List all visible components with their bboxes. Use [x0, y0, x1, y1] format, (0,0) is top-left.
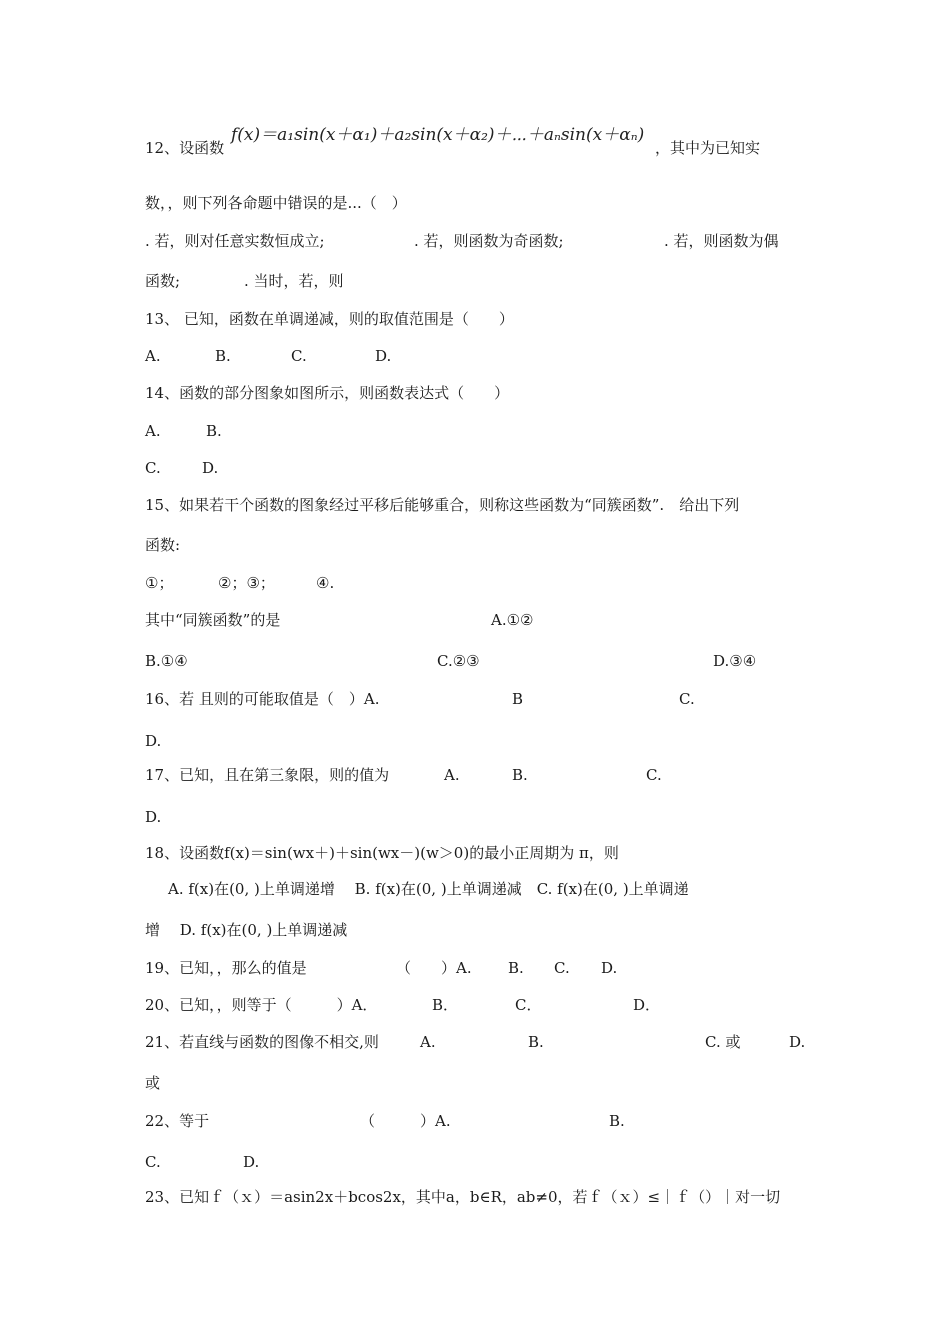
q21-option-a: A. — [420, 1033, 436, 1051]
q21-stem: 21、若直线与函数的图像不相交,则 — [145, 1033, 379, 1051]
q15-question: 其中“同簇函数”的是 — [145, 611, 281, 629]
q14-stem: 14、函数的部分图象如图所示，则函数表达式（ ） — [145, 384, 510, 402]
q12-option-2: . 若，则函数为奇函数; — [414, 232, 564, 250]
q20-option-b: B． — [432, 996, 459, 1014]
q18-options-cont: 增 D. f(x)在(0, )上单调递减 — [145, 921, 348, 939]
q12-option-3: . 若，则函数为偶 — [664, 232, 779, 250]
q18-options: A. f(x)在(0, )上单调递增 B. f(x)在(0, )上单调递减 C. f(x)在(0, )上单调递 — [168, 880, 689, 898]
q21-option-d: D. — [789, 1033, 806, 1051]
q15-item-2-3: ②；③； — [218, 574, 275, 592]
q20-option-c: C． — [515, 996, 542, 1014]
q17-option-b: B. — [512, 766, 528, 784]
q19-stem: 19、已知，，那么的值是 — [145, 959, 307, 977]
q15-option-a: A.①② — [491, 611, 534, 629]
q19-option-d: D. — [601, 959, 618, 977]
q12-formula: f(x)＝a₁sin(x＋α₁)＋a₂sin(x＋α₂)＋⋯＋aₙsin(x＋αₙ) — [231, 125, 645, 145]
q20-option-d: D． — [633, 996, 661, 1014]
q15-option-c: C.②③ — [437, 652, 480, 670]
q16-option-b: B — [512, 690, 524, 708]
q16-stem: 16、若 且则的可能取值是（ ）A. — [145, 690, 380, 708]
q16-option-d: D. — [145, 732, 162, 750]
q23-stem: 23、已知ｆ（ｘ）＝asin2x＋bcos2x，其中a，b∈R，ab≠0，若ｆ（ｘ）≤｜ｆ（）｜对一切 — [145, 1188, 781, 1206]
q22-option-b: B. — [609, 1112, 625, 1130]
q14-option-c: C. — [145, 459, 161, 477]
q15-stem-line2: 函数: — [145, 536, 181, 554]
q22-option-d: D. — [243, 1153, 260, 1171]
q22-option-c: C. — [145, 1153, 161, 1171]
q18-stem: 18、设函数f(x)＝sin(wx＋)＋sin(wx－)(w＞0)的最小正周期为 π，则 — [145, 844, 619, 862]
q13-option-b: B. — [215, 347, 231, 365]
q21-option-d-cont: 或 — [145, 1074, 161, 1092]
q14-option-d: D. — [202, 459, 219, 477]
q12-option-4: . 当时，若，则 — [244, 272, 344, 290]
q19-option-c: C. — [554, 959, 570, 977]
q15-option-b: B.①④ — [145, 652, 188, 670]
q19-option-a: （ ）A. — [396, 959, 472, 977]
q13-stem: 13、 已知，函数在单调递减，则的取值范围是（ ） — [145, 310, 514, 328]
q14-option-b: B. — [206, 422, 222, 440]
q15-option-d: D.③④ — [713, 652, 757, 670]
q22-stem: 22、等于 — [145, 1112, 210, 1130]
q15-item-4: ④. — [316, 574, 335, 592]
q13-option-a: A. — [145, 347, 161, 365]
q22-option-a: （ ）A. — [360, 1112, 451, 1130]
q12-suffix: ，其中为已知实 — [655, 139, 761, 157]
q15-stem-line1: 15、如果若干个函数的图象经过平移后能够重合，则称这些函数为“同簇函数”. 给出下列 — [145, 496, 740, 514]
q15-item-1: ①； — [145, 574, 174, 592]
q12-option-3-cont: 函数; — [145, 272, 181, 290]
q20-stem: 20、已知，，则等于（ ）A． — [145, 996, 378, 1014]
q19-option-b: B. — [508, 959, 524, 977]
q14-option-a: A. — [145, 422, 161, 440]
q21-option-b: B. — [528, 1033, 544, 1051]
q17-stem: 17、已知，且在第三象限，则的值为 — [145, 766, 390, 784]
q13-option-d: D. — [375, 347, 392, 365]
q12-option-1: . 若，则对任意实数恒成立; — [145, 232, 325, 250]
q17-option-d: D. — [145, 808, 162, 826]
q13-option-c: C. — [291, 347, 307, 365]
q12-prefix: 12、设函数 — [145, 139, 225, 157]
q12-line2: 数，，则下列各命题中错误的是...（ ） — [145, 194, 407, 212]
q21-option-c: C. 或 — [705, 1033, 741, 1051]
q17-option-c: C. — [646, 766, 662, 784]
q16-option-c: C. — [679, 690, 695, 708]
q17-option-a: A. — [444, 766, 460, 784]
